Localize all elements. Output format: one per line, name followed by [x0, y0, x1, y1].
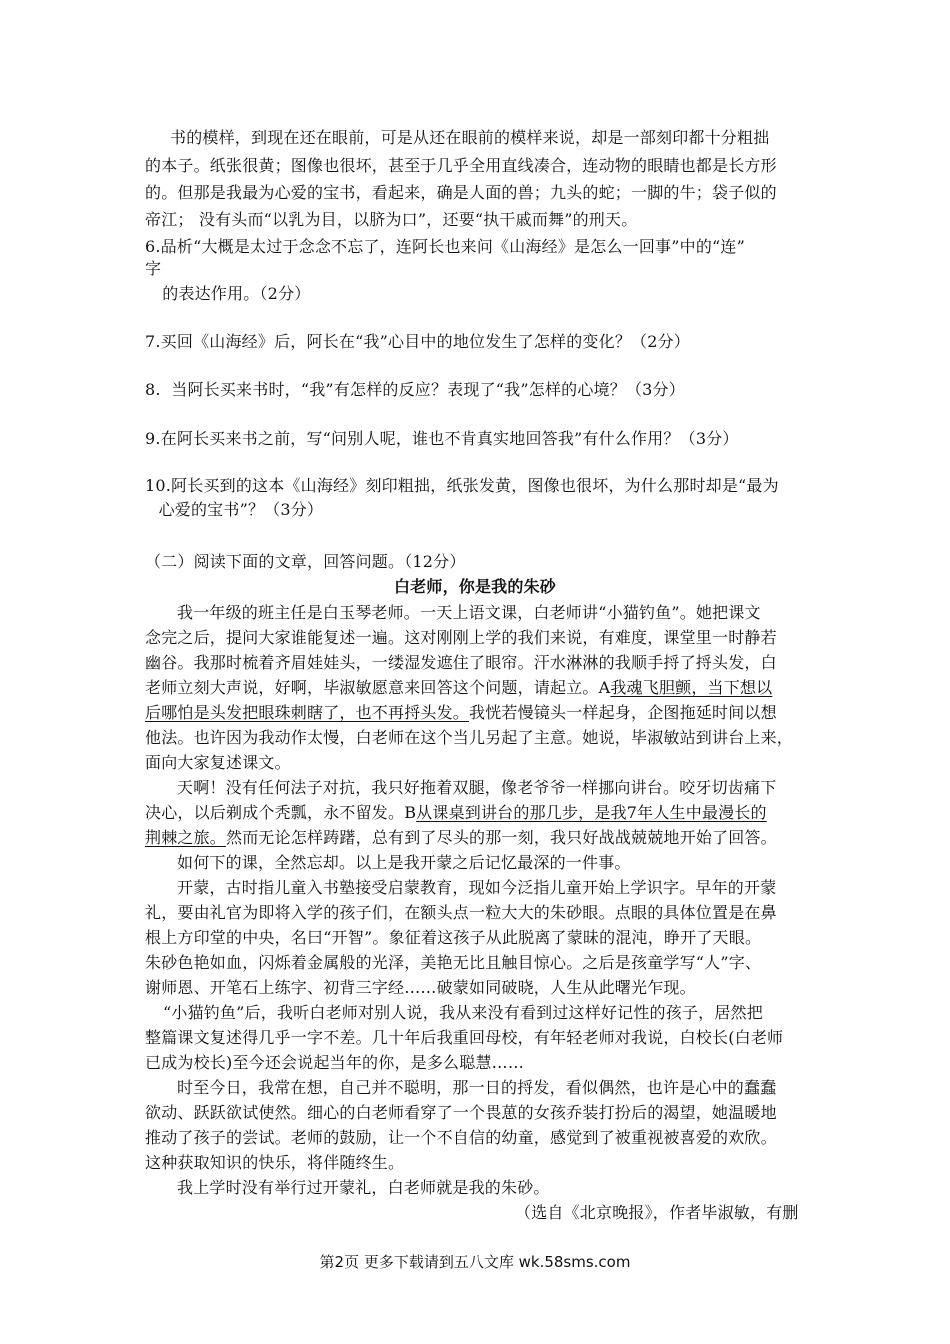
question-6: 6.品析“大概是太过于念念不忘了，连阿长也来问《山海经》是怎么一回事”中的“连” — [145, 237, 745, 256]
article-text: 我恍若慢镜头一样起身，企图拖延时间以想 — [469, 703, 777, 722]
article-line: 欲动、跃跃欲试使然。细心的白老师看穿了一个畏葸的女孩乔装打扮后的渴望，她温暖地 — [145, 1103, 777, 1122]
article-line: 根上方印堂的中央，名曰“开智”。象征着这孩子从此脱离了蒙昧的混沌，睁开了天眼。 — [145, 928, 762, 947]
page-footer: 第2页 更多下载请到五八文库 wk.58sms.com — [319, 1253, 631, 1271]
article-line: 他法。也许因为我动作太慢，白老师在这个当儿另起了主意。她说，毕淑敏站到讲台上来， — [145, 728, 794, 747]
article-line: 礼，要由礼官为即将入学的孩子们，在额头点一粒大大的朱砂眼。点眼的具体位置是在鼻 — [145, 903, 777, 922]
article-text: 决心，以后剃成个秃瓢，永不留发。B — [145, 803, 417, 822]
underlined-sentence-b: 从课桌到讲台的那几步，是我7年人生中最漫长的 — [416, 803, 767, 822]
passage-line: 帝江； 没有头而“以乳为目，以脐为口”，还要“执干戚而舞”的刑天。 — [145, 210, 638, 229]
article-line: 念完之后，提问大家谁能复述一遍。这对刚刚上学的我们来说，有难度，课堂里一时静若 — [145, 628, 777, 647]
article-line — [145, 828, 777, 848]
article-line — [145, 678, 772, 698]
article-line: 已成为校长)至今还会说起当年的你，是多么聪慧…… — [145, 1053, 525, 1072]
question-10-cont: 心爱的宝书”？（3分） — [148, 500, 324, 519]
article-line: 我一年级的班主任是白玉琴老师。一天上语文课，白老师讲“小猫钓鱼”。她把课文 — [177, 603, 761, 622]
article-line — [145, 703, 777, 723]
article-line — [145, 803, 767, 823]
question-6-cont: 字 — [145, 259, 162, 278]
article-line: 推动了孩子的尝试。老师的鼓励，让一个不自信的幼童，感觉到了被重视被喜爱的欢欣。 — [145, 1128, 777, 1147]
section-heading: （二）阅读下面的文章，回答问题。（12分） — [145, 552, 466, 571]
article-line: 开蒙，古时指儿童入书塾接受启蒙教育，现如今泛指儿童开始上学识字。早年的开蒙 — [177, 878, 777, 897]
article-line: 整篇课文复述得几乎一字不差。几十年后我重回母校，有年轻老师对我说，白校长(白老师 — [145, 1028, 784, 1047]
underlined-sentence-b-cont: 荆棘之旅。 — [145, 828, 227, 847]
article-line: 时至今日，我常在想，自己并不聪明，那一日的捋发，看似偶然，也许是心中的蠢蠢 — [177, 1078, 777, 1097]
article-text: 然而无论怎样踌躇，总有到了尽头的那一刻，我只好战战兢兢地开始了回答。 — [226, 828, 777, 847]
underlined-sentence-a: 我魂飞胆颤，当下想以 — [610, 678, 773, 697]
article-line: 天啊！没有任何法子对抗，我只好拖着双腿，像老爷爷一样挪向讲台。咬牙切齿痛下 — [177, 778, 777, 797]
article-line: “小猫钓鱼”后，我听白老师对别人说，我从来没有看到过这样好记性的孩子，居然把 — [163, 1003, 763, 1022]
article-line: 我上学时没有举行过开蒙礼，白老师就是我的朱砂。 — [177, 1178, 550, 1197]
article-line: 幽谷。我那时梳着齐眉娃娃头，一缕湿发遮住了眼帘。汗水淋淋的我顺手捋了捋头发，白 — [145, 653, 777, 672]
article-line: 面向大家复述课文。 — [145, 753, 291, 772]
question-10: 10.阿长买到的这本《山海经》刻印粗拙，纸张发黄，图像也很坏，为什么那时却是“最为 — [145, 476, 779, 495]
article-title: 白老师，你是我的朱砂 — [393, 577, 556, 596]
question-8: 8. 当阿长买来书时，“我”有怎样的反应？表现了“我”怎样的心境？（3分） — [145, 380, 685, 399]
article-line: 朱砂色艳如血，闪烁着金属般的光泽，美艳无比且触目惊心。之后是孩童学写“人”字、 — [145, 953, 762, 972]
question-9: 9.在阿长买来书之前，写“问别人呢，谁也不肯真实地回答我”有什么作用？（3分） — [145, 429, 739, 448]
article-text: 老师立刻大声说，好啊，毕淑敏愿意来回答这个问题，请起立。A — [145, 678, 611, 697]
passage-line: 的。但那是我最为心爱的宝书，看起来，确是人面的兽；九头的蛇；一脚的牛；袋子似的 — [145, 183, 777, 202]
question-6-cont: 的表达作用。（2分） — [157, 284, 311, 303]
question-7: 7.买回《山海经》后，阿长在“我”心目中的地位发生了怎样的变化？（2分） — [145, 332, 691, 351]
underlined-sentence-a-cont: 后哪怕是头发把眼珠刺瞎了，也不再捋头发。 — [145, 703, 470, 722]
source-citation: （选自《北京晚报》，作者毕淑敏，有删 — [515, 1203, 799, 1222]
article-line: 这种获取知识的快乐，将伴随终生。 — [145, 1153, 405, 1172]
article-line: 如何下的课，全然忘却。以上是我开蒙之后记忆最深的一件事。 — [177, 853, 631, 872]
article-line: 谢师恩、开笔石上练字、初背三字经……破蒙如同破晓，人生从此曙光乍现。 — [145, 978, 696, 997]
passage-line: 书的模样，到现在还在眼前，可是从还在眼前的模样来说，却是一部刻印都十分粗拙 — [170, 128, 770, 147]
passage-line: 的本子。纸张很黄；图像也很坏，甚至于几乎全用直线凑合，连动物的眼睛也都是长方形 — [145, 156, 777, 175]
